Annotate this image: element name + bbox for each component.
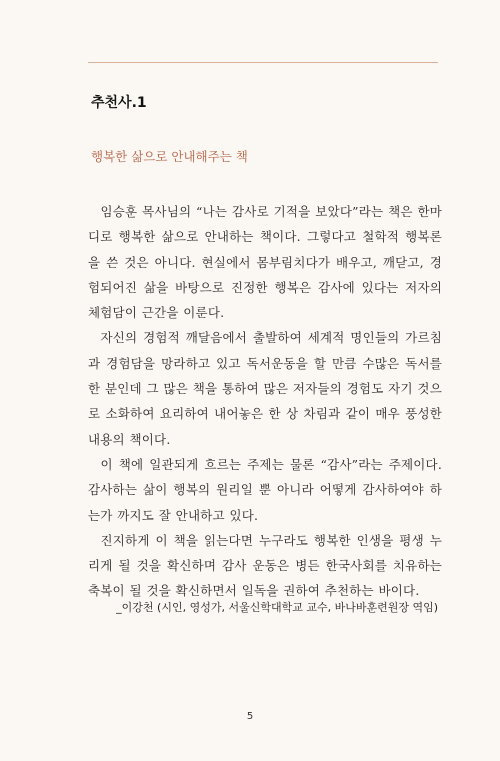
- author-signature: _이강천 (시인, 영성가, 서울신학대학교 교수, 바나바훈련원장 역임): [116, 601, 438, 614]
- paragraph: 자신의 경험적 깨달음에서 출발하여 세계적 명인들의 가르침과 경험담을 망라하고 있고 독서운동을 할 만큼 수많은 독서를 한 분인데 그 많은 책을 통하여 많은 저자들의 경험도 자기 것으로 소화하여 요리하여 내어놓은 한 상 차림과 같이 매우 풍성한 내용의 책이다.: [88, 330, 442, 447]
- section-subheading: 행복한 삶으로 안내해주는 책: [91, 149, 248, 164]
- paragraph: 진지하게 이 책을 읽는다면 누구라도 행복한 인생을 평생 누리게 될 것을 확신하며 감사 운동은 병든 한국사회를 치유하는 축복이 될 것을 확신하면서 일독을 권하여 추천하는 바이다.: [88, 532, 442, 599]
- page-number: 5: [246, 711, 254, 722]
- paragraph: 이 책에 일관되게 흐르는 주제는 물론 “감사”라는 주제이다. 감사하는 삶이 행복의 원리일 뿐 아니라 어떻게 감사하여야 하는가 까지도 잘 안내하고 있다.: [88, 456, 442, 523]
- section-heading: 추천사.1: [91, 95, 147, 111]
- body-text: [88, 199, 442, 604]
- top-divider: [88, 62, 438, 63]
- paragraph: 임승훈 목사님의 “나는 감사로 기적을 보았다”라는 책은 한마디로 행복한 삶으로 안내하는 책이다. 그렇다고 철학적 행복론을 쓴 것은 아니다. 현실에서 몸부림치다가 배우고, 깨닫고, 경험되어진 삶을 바탕으로 진정한 행복은 감사에 있다는 저자의 체험담이 근간을 이룬다.: [88, 204, 442, 321]
